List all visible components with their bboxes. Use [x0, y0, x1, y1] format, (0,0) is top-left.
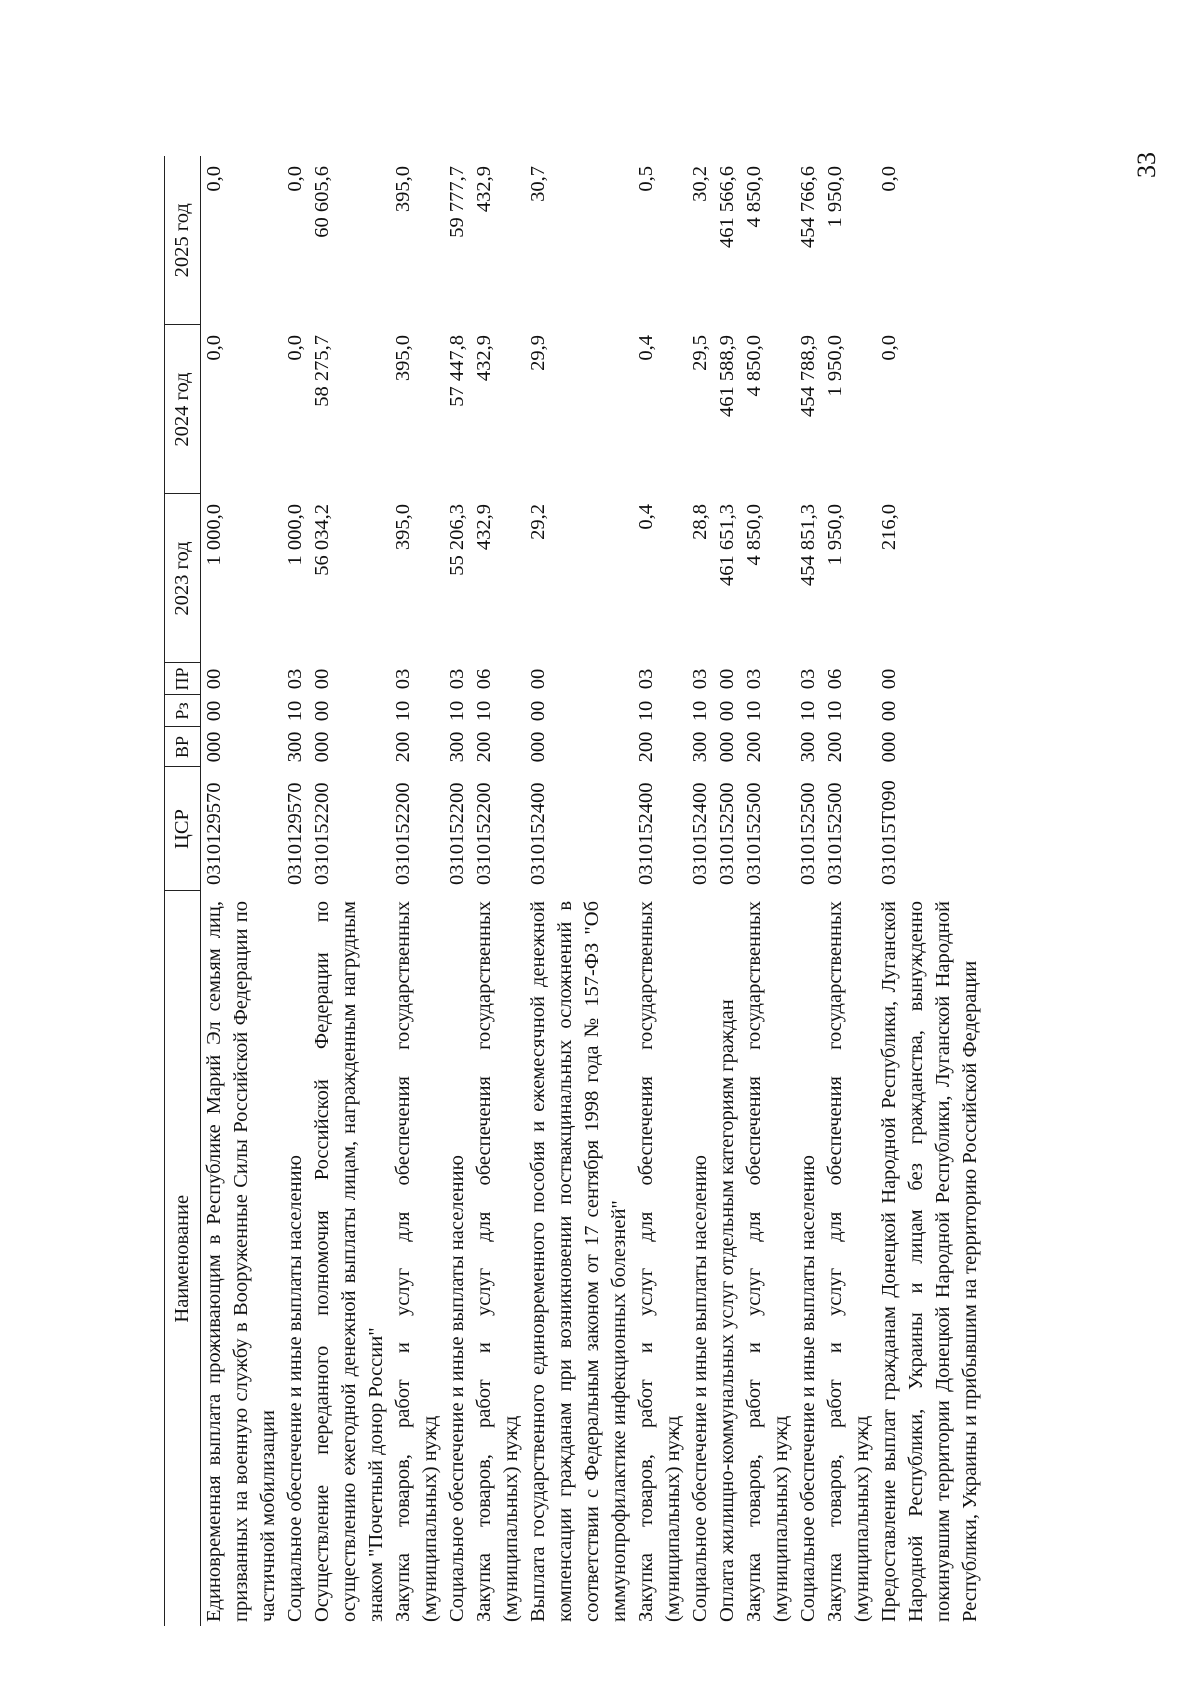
cell-vr: 000	[878, 731, 900, 763]
header-rz: Рз	[165, 695, 201, 727]
cell-2024: 1 950,0	[824, 335, 846, 397]
cell-2025: 4 850,0	[743, 166, 765, 228]
cell-pr: 00	[878, 668, 900, 690]
cell-vr: 200	[473, 731, 495, 763]
cell-2024: 57 447,8	[446, 335, 468, 407]
cell-2024: 58 275,7	[311, 335, 333, 407]
cell-2023: 395,0	[392, 504, 414, 551]
cell-rz: 10	[473, 700, 495, 722]
cell-2024: 0,0	[203, 335, 225, 361]
cell-pr: 03	[743, 668, 765, 690]
cell-2025: 0,5	[635, 166, 657, 192]
cell-2023: 56 034,2	[311, 504, 333, 576]
cell-vr: 000	[203, 731, 225, 763]
header-pr: ПР	[165, 663, 201, 695]
cell-pr: 03	[392, 668, 414, 690]
cell-name: Закупка товаров, работ и услуг для обеспечения государственных (муниципальных) нужд	[635, 901, 684, 1622]
cell-vr: 300	[797, 731, 819, 763]
header-csr: ЦСР	[165, 767, 201, 891]
cell-name: Закупка товаров, работ и услуг для обеспечения государственных (муниципальных) нужд	[473, 901, 522, 1622]
cell-rz: 00	[203, 700, 225, 722]
cell-2025: 432,9	[473, 166, 495, 213]
cell-2024: 29,5	[689, 335, 711, 371]
cell-rz: 10	[392, 700, 414, 722]
cell-2023: 454 851,3	[797, 504, 819, 586]
cell-2023: 216,0	[878, 504, 900, 551]
cell-vr: 000	[527, 731, 549, 763]
cell-2024: 454 788,9	[797, 335, 819, 417]
cell-vr: 200	[824, 731, 846, 763]
cell-2023: 0,4	[635, 504, 657, 530]
cell-pr: 03	[635, 668, 657, 690]
cell-vr: 000	[716, 731, 738, 763]
cell-rz: 10	[446, 700, 468, 722]
header-name: Наименование	[165, 891, 201, 1626]
cell-name: Оплата жилищно-коммунальных услуг отдельным категориям граждан	[716, 999, 738, 1622]
cell-rz: 00	[527, 700, 549, 722]
cell-pr: 03	[446, 668, 468, 690]
cell-rz: 00	[716, 700, 738, 722]
cell-pr: 00	[716, 668, 738, 690]
cell-name: Закупка товаров, работ и услуг для обеспечения государственных (муниципальных) нужд	[743, 901, 792, 1622]
cell-2025: 454 766,6	[797, 166, 819, 248]
cell-2023: 461 651,3	[716, 504, 738, 586]
page-number: 33	[1132, 152, 1161, 178]
cell-csr: 031015Т090	[878, 780, 900, 885]
cell-2025: 30,7	[527, 166, 549, 202]
cell-2023: 55 206,3	[446, 504, 468, 576]
cell-2024: 4 850,0	[743, 335, 765, 397]
table-row	[876, 156, 984, 1626]
cell-2024: 0,0	[878, 335, 900, 361]
cell-csr: 0310129570	[203, 782, 225, 885]
cell-2024: 395,0	[392, 335, 414, 382]
cell-2024: 432,9	[473, 335, 495, 382]
cell-2025: 30,2	[689, 166, 711, 202]
table-row	[795, 156, 822, 1626]
table-row	[390, 156, 444, 1626]
table-row	[741, 156, 795, 1626]
header-vr: ВР	[165, 727, 201, 767]
cell-2025: 0,0	[203, 166, 225, 192]
cell-pr: 06	[824, 668, 846, 690]
cell-pr: 06	[473, 668, 495, 690]
cell-2023: 1 000,0	[284, 504, 306, 566]
cell-rz: 10	[689, 700, 711, 722]
table-row	[714, 156, 741, 1626]
table-row	[525, 156, 633, 1626]
header-2023: 2023 год	[165, 494, 201, 663]
cell-2023: 1 950,0	[824, 504, 846, 566]
cell-csr: 0310152500	[743, 782, 765, 885]
cell-csr: 0310152200	[392, 782, 414, 885]
cell-rz: 10	[824, 700, 846, 722]
cell-2025: 60 605,6	[311, 166, 333, 238]
cell-2023: 1 000,0	[203, 504, 225, 566]
cell-csr: 0310152400	[527, 782, 549, 885]
cell-2024: 461 588,9	[716, 335, 738, 417]
table-row	[201, 156, 283, 1626]
table-row	[687, 156, 714, 1626]
cell-pr: 00	[203, 668, 225, 690]
cell-name: Закупка товаров, работ и услуг для обеспечения государственных (муниципальных) нужд	[824, 901, 873, 1622]
cell-name: Социальное обеспечение и иные выплаты населению	[797, 1155, 819, 1622]
table-row	[633, 156, 687, 1626]
cell-rz: 00	[311, 700, 333, 722]
table-row	[309, 156, 390, 1626]
cell-rz: 00	[878, 700, 900, 722]
cell-2024: 29,9	[527, 335, 549, 371]
cell-2023: 4 850,0	[743, 504, 765, 566]
cell-csr: 0310152400	[635, 782, 657, 885]
header-2025: 2025 год	[165, 156, 201, 325]
cell-pr: 03	[797, 668, 819, 690]
cell-2025: 1 950,0	[824, 166, 846, 228]
cell-csr: 0310152500	[824, 782, 846, 885]
table-row	[471, 156, 525, 1626]
cell-pr: 00	[311, 668, 333, 690]
cell-vr: 300	[689, 731, 711, 763]
cell-name: Предоставление выплат гражданам Донецкой Народной Республики, Луганской Народной Республики, Украины и лицам без гражданства, вынужденно покинувшим территории Донецкой Народной Республики, Луганской Народной Республики, Украины и прибывшим на территорию Российской Федерации	[878, 901, 981, 1622]
cell-name: Единовременная выплата проживающим в Республике Марий Эл семьям лиц, призванных на военную службу в Вооруженные Силы Российской Федерации по частичной мобилизации	[203, 901, 279, 1622]
cell-csr: 0310152200	[311, 782, 333, 885]
cell-csr: 0310152500	[797, 782, 819, 885]
budget-table	[164, 156, 984, 1626]
cell-vr: 000	[311, 731, 333, 763]
cell-name: Социальное обеспечение и иные выплаты населению	[446, 1155, 468, 1622]
cell-vr: 200	[392, 731, 414, 763]
cell-vr: 200	[635, 731, 657, 763]
cell-rz: 10	[743, 700, 765, 722]
cell-2025: 0,0	[878, 166, 900, 192]
cell-2025: 461 566,6	[716, 166, 738, 248]
header-2024: 2024 год	[165, 325, 201, 494]
cell-csr: 0310152200	[473, 782, 495, 885]
cell-pr: 03	[284, 668, 306, 690]
cell-2025: 0,0	[284, 166, 306, 192]
cell-vr: 300	[284, 731, 306, 763]
cell-2024: 0,0	[284, 335, 306, 361]
cell-vr: 300	[446, 731, 468, 763]
rotated-page-content	[164, 156, 994, 1626]
table-header-row	[165, 156, 201, 1626]
cell-csr: 0310152500	[716, 782, 738, 885]
cell-2023: 29,2	[527, 504, 549, 540]
cell-pr: 03	[689, 668, 711, 690]
cell-2023: 28,8	[689, 504, 711, 540]
cell-csr: 0310152400	[689, 782, 711, 885]
table-row	[444, 156, 471, 1626]
cell-2025: 395,0	[392, 166, 414, 213]
cell-vr: 200	[743, 731, 765, 763]
cell-2025: 59 777,7	[446, 166, 468, 238]
cell-name: Социальное обеспечение и иные выплаты населению	[284, 1155, 306, 1622]
cell-rz: 10	[284, 700, 306, 722]
cell-pr: 00	[527, 668, 549, 690]
cell-rz: 10	[635, 700, 657, 722]
cell-csr: 0310152200	[446, 782, 468, 885]
cell-2023: 432,9	[473, 504, 495, 551]
cell-name: Закупка товаров, работ и услуг для обеспечения государственных (муниципальных) нужд	[392, 901, 441, 1622]
cell-name: Социальное обеспечение и иные выплаты населению	[689, 1155, 711, 1622]
cell-rz: 10	[797, 700, 819, 722]
cell-name: Осуществление переданного полномочия Российской Федерации по осуществлению ежегодной денежной выплаты лицам, награжденным нагрудным знаком "Почетный донор России"	[311, 901, 387, 1622]
table-row	[822, 156, 876, 1626]
cell-name: Выплата государственного единовременного пособия и ежемесячной денежной компенсации гражданам при возникновении поствакцинальных осложнений в соответствии с Федеральным законом от 17 сентября 1998 года № 157-ФЗ "Об иммунопрофилактике инфекционных болезней"	[527, 901, 630, 1622]
table-row	[282, 156, 309, 1626]
cell-csr: 0310129570	[284, 782, 306, 885]
cell-2024: 0,4	[635, 335, 657, 361]
